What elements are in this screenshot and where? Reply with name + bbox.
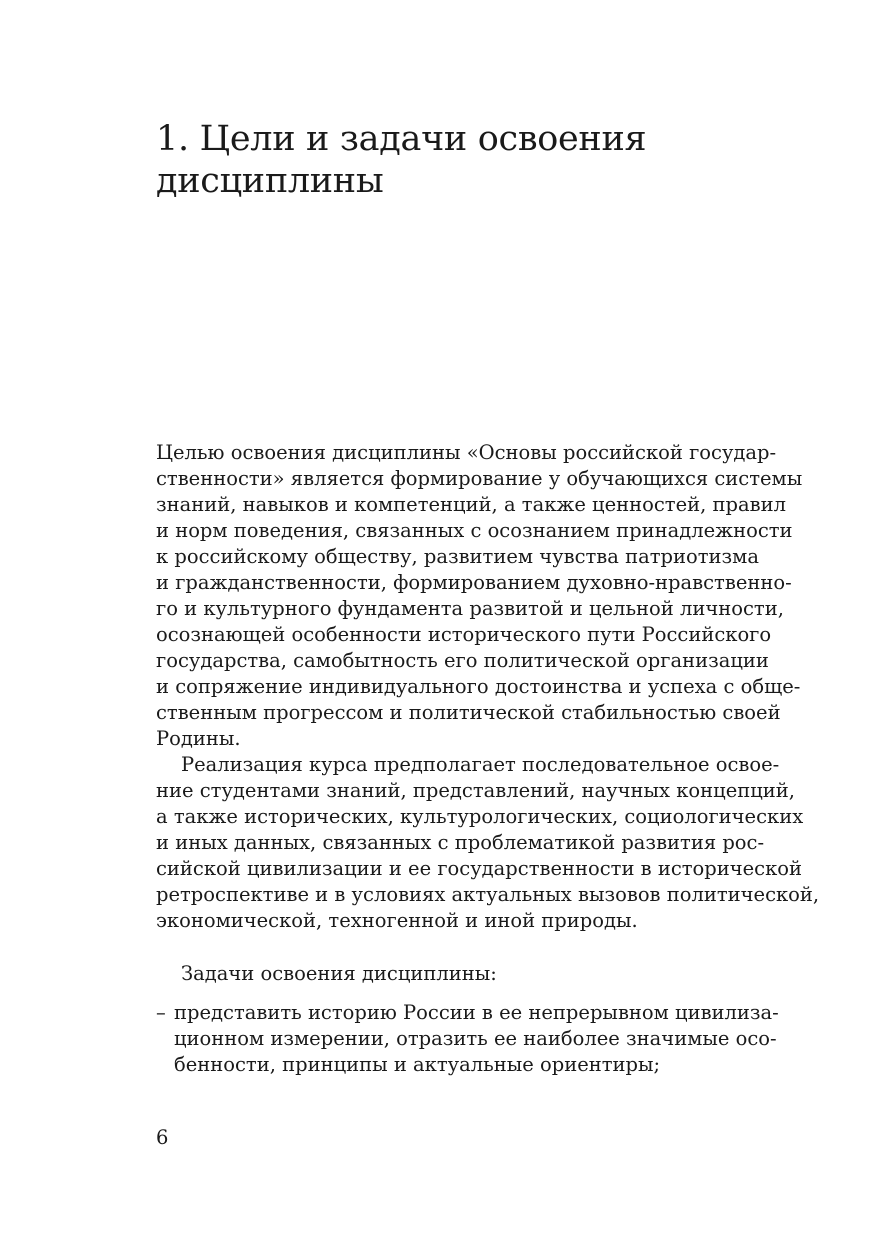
paragraph-line: и иных данных, связанных с проблематикой развития рос- <box>156 831 765 854</box>
paragraph-line: знаний, навыков и компетенций, а также ценностей, правил <box>156 493 786 516</box>
tasks-heading: Задачи освоения дисциплины: <box>181 962 497 985</box>
list-item-line: представить историю России в ее непрерывном цивилиза- <box>174 1001 779 1024</box>
page-number: 6 <box>156 1126 169 1149</box>
paragraph-line: ние студентами знаний, представлений, научных концепций, <box>156 779 795 802</box>
paragraph-line: Реализация курса предполагает последовательное освое- <box>181 753 780 776</box>
paragraph-line: сийской цивилизации и ее государственности в исторической <box>156 857 803 880</box>
paragraph-line: ственности» является формирование у обучающихся системы <box>156 467 803 490</box>
paragraph-line: экономической, техногенной и иной природы. <box>156 909 638 932</box>
paragraph-line: Целью освоения дисциплины «Основы российской государ- <box>156 441 777 464</box>
paragraph-line: и сопряжение индивидуального достоинства и успеха с обще- <box>156 675 801 698</box>
paragraph-line: и гражданственности, формированием духовно-нравственно- <box>156 571 792 594</box>
chapter-title-line: дисциплины <box>156 161 384 201</box>
paragraph-line: го и культурного фундамента развитой и цельной личности, <box>156 597 784 620</box>
paragraph-line: к российскому обществу, развитием чувства патриотизма <box>156 545 759 568</box>
paragraph-line: государства, самобытность его политической организации <box>156 649 769 672</box>
paragraph-line: осознающей особенности исторического пути Российского <box>156 623 772 646</box>
list-item-marker: – <box>156 1001 166 1024</box>
paragraph-line: ственным прогрессом и политической стабильностью своей <box>156 701 781 724</box>
paragraph-line: и норм поведения, связанных с осознанием принадлежности <box>156 519 793 542</box>
paragraph-line: ретроспективе и в условиях актуальных вызовов политической, <box>156 883 820 906</box>
chapter-title <box>156 118 756 202</box>
list-item-line: ционном измерении, отразить ее наиболее значимые осо- <box>174 1027 777 1050</box>
chapter-title-line: 1. Цели и задачи освоения <box>156 119 647 159</box>
list-item-line: бенности, принципы и актуальные ориентиры; <box>174 1053 661 1076</box>
paragraph-line: Родины. <box>156 727 241 750</box>
paragraph-line: а также исторических, культурологических, социологических <box>156 805 804 828</box>
